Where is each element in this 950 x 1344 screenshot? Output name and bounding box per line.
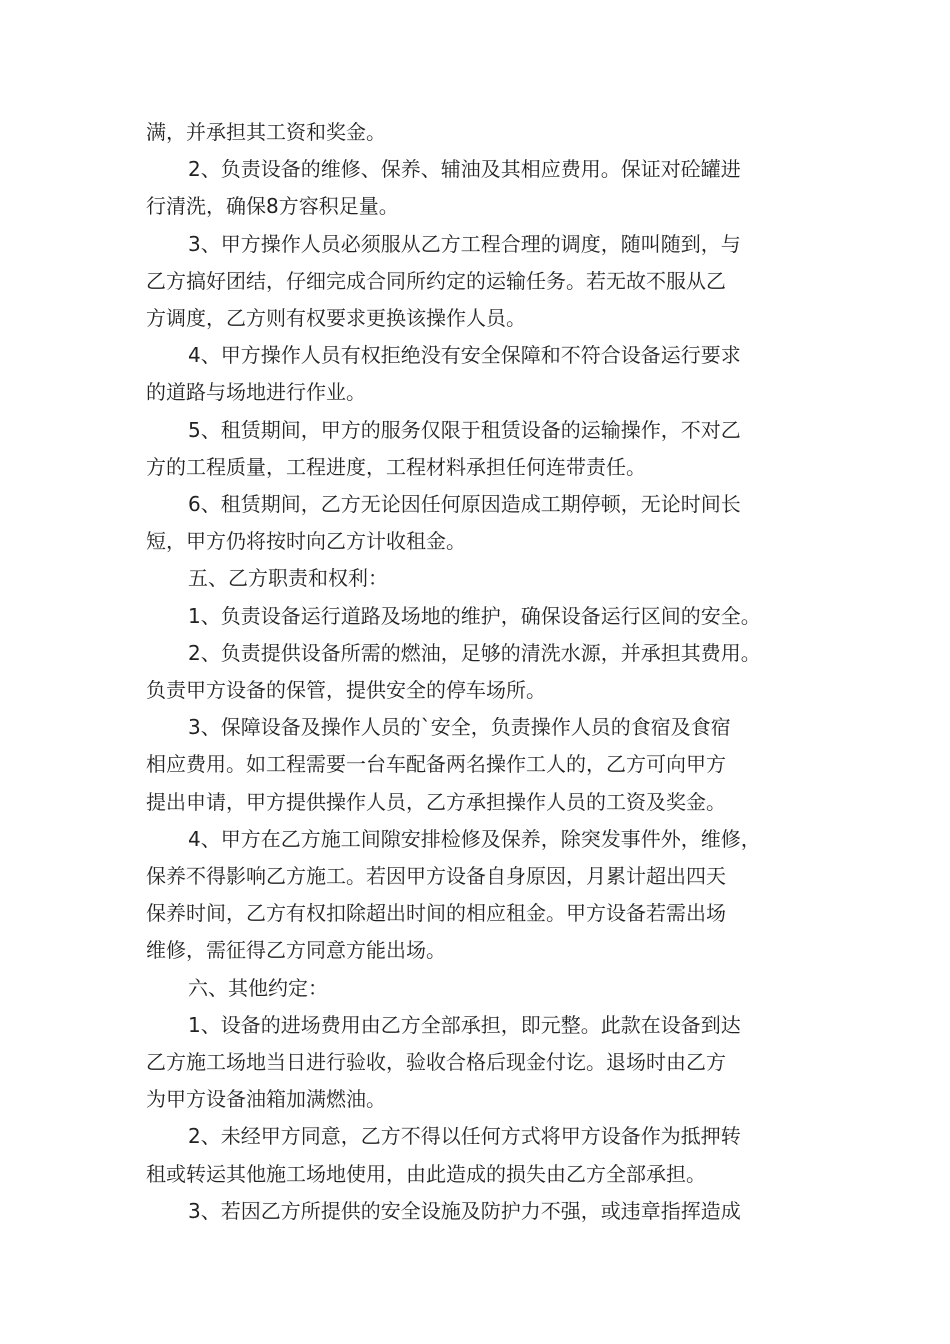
text-line: 保养不得影响乙方施工。若因甲方设备自身原因，月累计超出四天 xyxy=(146,864,726,889)
text-line: 2、未经甲方同意，乙方不得以任何方式将甲方设备作为抵押转 xyxy=(188,1124,741,1149)
text-line: 6、租赁期间，乙方无论因任何原因造成工期停顿，无论时间长 xyxy=(188,492,741,517)
section-heading: 五、乙方职责和权利： xyxy=(188,566,388,591)
text-line: 5、租赁期间，甲方的服务仅限于租赁设备的运输操作，不对乙 xyxy=(188,417,741,442)
document-body xyxy=(146,114,816,1230)
text-line: 维修，需征得乙方同意方能出场。 xyxy=(146,938,446,963)
text-line: 行清洗，确保8方容积足量。 xyxy=(146,194,399,219)
text-line: 3、保障设备及操作人员的`安全，负责操作人员的食宿及食宿 xyxy=(188,715,731,740)
text-line: 2、负责提供设备所需的燃油，足够的清洗水源，并承担其费用。 xyxy=(188,640,761,665)
text-line: 的道路与场地进行作业。 xyxy=(146,380,366,405)
text-line: 3、若因乙方所提供的安全设施及防护力不强，或违章指挥造成 xyxy=(188,1198,741,1223)
text-line: 租或转运其他施工场地使用，由此造成的损失由乙方全部承担。 xyxy=(146,1161,706,1186)
text-line: 3、甲方操作人员必须服从乙方工程合理的调度，随叫随到，与 xyxy=(188,231,741,256)
text-line: 1、设备的进场费用由乙方全部承担，即元整。此款在设备到达 xyxy=(188,1012,741,1037)
text-line: 相应费用。如工程需要一台车配备两名操作工人的，乙方可向甲方 xyxy=(146,752,726,777)
text-line: 提出申请，甲方提供操作人员，乙方承担操作人员的工资及奖金。 xyxy=(146,789,726,814)
text-line: 4、甲方操作人员有权拒绝没有安全保障和不符合设备运行要求 xyxy=(188,343,741,368)
text-line: 1、负责设备运行道路及场地的维护，确保设备运行区间的安全。 xyxy=(188,603,761,628)
text-line: 乙方搞好团结，仔细完成合同所约定的运输任务。若无故不服从乙 xyxy=(146,268,726,293)
text-line: 2、负责设备的维修、保养、辅油及其相应费用。保证对砼罐进 xyxy=(188,157,741,182)
text-line: 方的工程质量，工程进度，工程材料承担任何连带责任。 xyxy=(146,454,646,479)
text-line: 短，甲方仍将按时向乙方计收租金。 xyxy=(146,529,466,554)
text-line: 4、甲方在乙方施工间隙安排检修及保养，除突发事件外，维修， xyxy=(188,826,761,851)
text-line: 乙方施工场地当日进行验收，验收合格后现金付讫。退场时由乙方 xyxy=(146,1050,726,1075)
text-line: 负责甲方设备的保管，提供安全的停车场所。 xyxy=(146,678,546,703)
text-line: 满，并承担其工资和奖金。 xyxy=(146,120,386,144)
text-line: 方调度，乙方则有权要求更换该操作人员。 xyxy=(146,306,526,331)
section-heading: 六、其他约定： xyxy=(188,975,328,1000)
text-line: 为甲方设备油箱加满燃油。 xyxy=(146,1087,386,1112)
text-line: 保养时间，乙方有权扣除超出时间的相应租金。甲方设备若需出场 xyxy=(146,901,726,926)
